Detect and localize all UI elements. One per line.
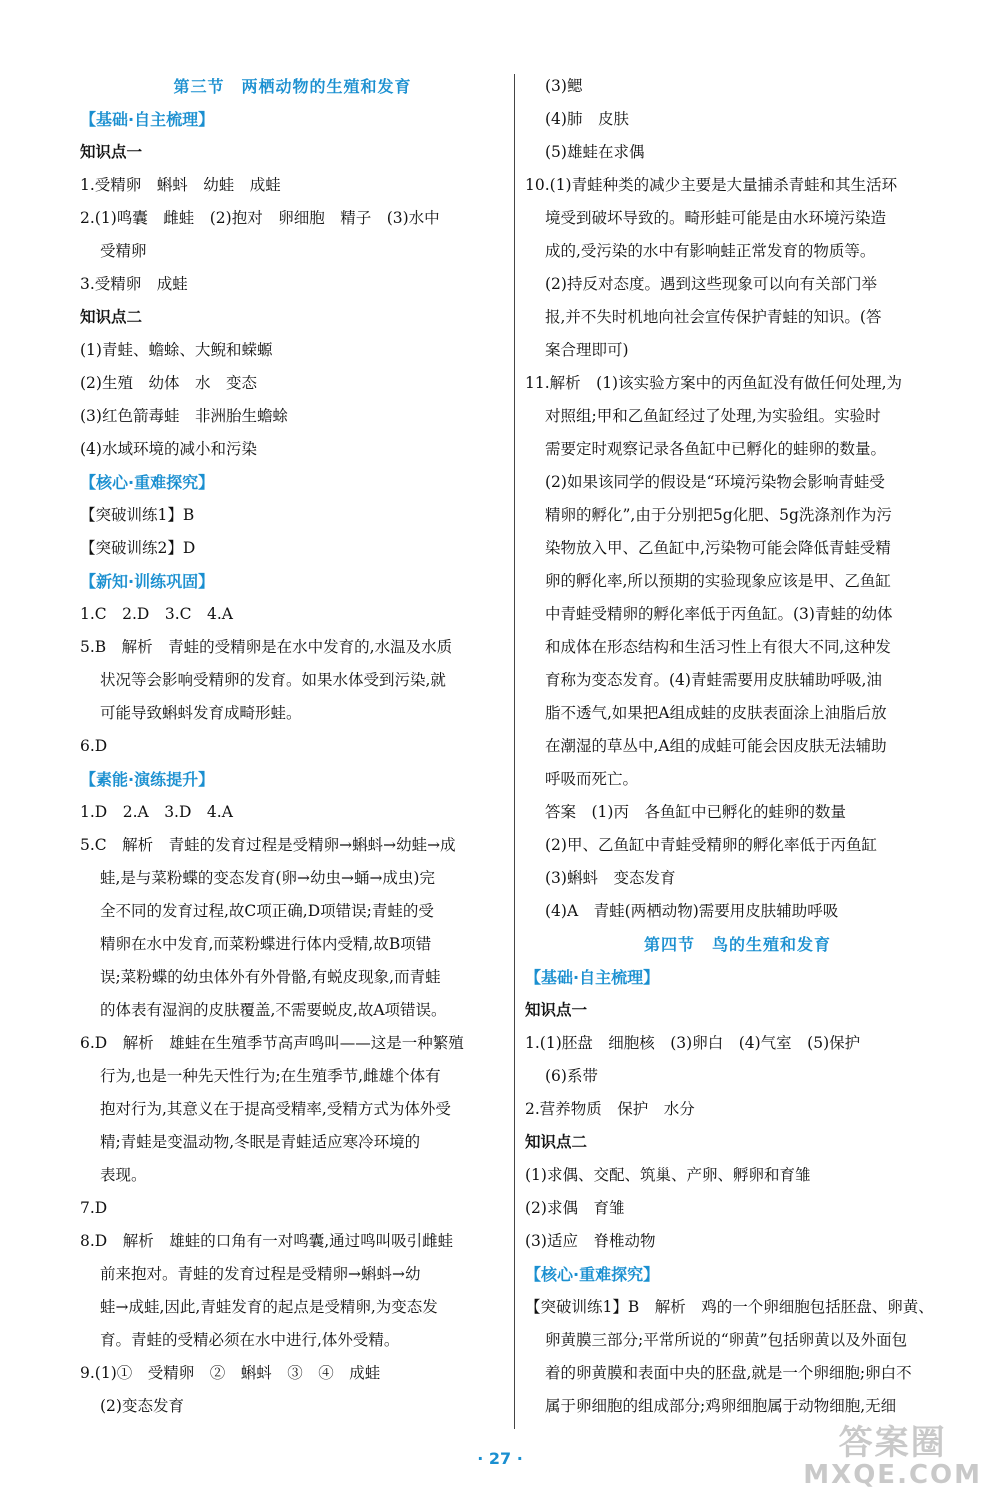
section-tag: 【核心·重难探究】 [80,473,215,492]
answer-line: 1.(1)胚盘 细胞核 (3)卵白 (4)气室 (5)保护 [525,1034,861,1052]
answer-line: (2)如果该同学的假设是“环境污染物会影响青蛙受 [545,473,885,491]
answer-line: (2)求偶 育雏 [525,1199,625,1217]
answer-line: 5.B 解析 青蛙的受精卵是在水中发育的,水温及水质 [80,638,453,656]
answer-line: 7.D [80,1199,108,1217]
answer-line: 受精卵 [100,242,147,260]
answer-line: (5)雄蛙在求偶 [545,143,645,161]
answer-line: 误;菜粉蝶的幼虫体外有外骨骼,有蜕皮现象,而青蛙 [100,968,441,986]
answer-line: 精卵的孵化”,由于分别把5g化肥、5g洗涤剂作为污 [545,506,892,524]
section-title: 第三节 两栖动物的生殖和发育 [173,77,412,96]
answer-line: 在潮湿的草丛中,A组的成蛙可能会因皮肤无法辅助 [545,737,887,755]
answer-line: 答案 (1)丙 各鱼缸中已孵化的蛙卵的数量 [545,803,846,821]
answer-line: 5.C 解析 青蛙的发育过程是受精卵→蝌蚪→幼蛙→成 [80,836,456,854]
answer-line: 6.D [80,737,108,755]
answer-line: 【突破训练1】B [80,506,195,524]
answer-line: 和成体在形态结构和生活习性上有很大不同,这种发 [545,638,891,656]
answer-line: (6)系带 [545,1067,598,1085]
answer-line: (3)鳃 [545,77,583,95]
answer-line: 的体表有湿润的皮肤覆盖,不需要蜕皮,故A项错误。 [100,1001,447,1019]
answer-line: 精卵在水中发育,而菜粉蝶进行体内受精,故B项错 [100,935,432,953]
answer-line: 3.受精卵 成蛙 [80,275,188,293]
answer-line: 11.解析 (1)该实验方案中的丙鱼缸没有做任何处理,为 [525,374,903,392]
section-tag: 【素能·演练提升】 [80,770,215,789]
answer-line: 1.受精卵 蝌蚪 幼蛙 成蛙 [80,176,281,194]
answer-line: 全不同的发育过程,故C项正确,D项错误;青蛙的受 [100,902,434,920]
answer-line: 状况等会影响受精卵的发育。如果水体受到污染,就 [100,671,446,689]
column-divider [514,74,515,1429]
answer-line: 卵黄膜三部分;平常所说的“卵黄”包括卵黄以及外面包 [545,1331,908,1349]
section-tag: 【基础·自主梳理】 [525,968,660,987]
section-title: 第四节 鸟的生殖和发育 [643,935,831,954]
answer-line: (2)变态发育 [100,1397,184,1415]
answer-line: 脂不透气,如果把A组成蛙的皮肤表面涂上油脂后放 [545,704,887,722]
answer-line: (4)水域环境的减小和污染 [80,440,257,458]
answer-line: 属于卵细胞的组成部分;鸡卵细胞属于动物细胞,无细 [545,1397,897,1415]
answer-line: 8.D 解析 雄蛙的口角有一对鸣囊,通过鸣叫吸引雌蛙 [80,1232,454,1250]
answer-line: (2)甲、乙鱼缸中青蛙受精卵的孵化率低于丙鱼缸 [545,836,877,854]
answer-line: 抱对行为,其意义在于提高受精率,受精方式为体外受 [100,1100,451,1118]
answer-line: 需要定时观察记录各鱼缸中已孵化的蛙卵的数量。 [545,440,887,458]
answer-line: (1)青蛙、蟾蜍、大鲵和蝾螈 [80,341,273,359]
answer-line: (3)适应 脊椎动物 [525,1232,656,1250]
knowledge-point-heading: 知识点一 [80,143,143,161]
left-column [80,70,505,1423]
watermark-text: 答案圈 [838,1423,947,1464]
answer-line: 育称为变态发育。(4)青蛙需要用皮肤辅助呼吸,油 [545,671,882,689]
section-tag: 【基础·自主梳理】 [80,110,215,129]
answer-line: (2)生殖 幼体 水 变态 [80,374,257,392]
right-column [525,70,950,1423]
answer-line: (4)肺 皮肤 [545,110,629,128]
answer-line: 10.(1)青蛙种类的减少主要是大量捕杀青蛙和其生活环 [525,176,898,194]
answer-line: 着的卵黄膜和表面中央的胚盘,就是一个卵细胞;卵白不 [545,1364,912,1382]
answer-line: 境受到破坏导致的。畸形蛙可能是由水环境污染造 [545,209,887,227]
answer-line: 呼吸而死亡。 [545,770,639,788]
answer-line: 成的,受污染的水中有影响蛙正常发育的物质等。 [545,242,876,260]
answer-line: 染物放入甲、乙鱼缸中,污染物可能会降低青蛙受精 [545,539,891,557]
answer-line: 1.C 2.D 3.C 4.A [80,605,233,623]
watermark-url: MXQE.COM [803,1459,982,1490]
answer-line: 蛙→成蛙,因此,青蛙发育的起点是受精卵,为变态发 [100,1298,438,1316]
section-tag: 【核心·重难探究】 [525,1265,660,1284]
answer-line: 蛙,是与菜粉蝶的变态发育(卵→幼虫→蛹→成虫)完 [100,869,435,887]
answer-line: 2.营养物质 保护 水分 [525,1100,695,1118]
answer-line: 前来抱对。青蛙的发育过程是受精卵→蝌蚪→幼 [100,1265,421,1283]
answer-line: 卵的孵化率,所以预期的实验现象应该是甲、乙鱼缸 [545,572,891,590]
page-number: · 27 · [477,1449,523,1468]
answer-line: 行为,也是一种先天性行为;在生殖季节,雌雄个体有 [100,1067,441,1085]
answer-line: 可能导致蝌蚪发育成畸形蛙。 [100,704,302,722]
knowledge-point-heading: 知识点二 [80,308,143,326]
answer-line: 育。青蛙的受精必须在水中进行,体外受精。 [100,1331,400,1349]
answer-line: 9.(1)① 受精卵 ② 蝌蚪 ③ ④ 成蛙 [80,1364,381,1382]
answer-line: 中青蛙受精卵的孵化率低于丙鱼缸。(3)青蛙的幼体 [545,605,893,623]
answer-line: 1.D 2.A 3.D 4.A [80,803,233,821]
answer-line: 6.D 解析 雄蛙在生殖季节高声鸣叫——这是一种繁殖 [80,1034,464,1052]
answer-line: (1)求偶、交配、筑巢、产卵、孵卵和育雏 [525,1166,811,1184]
watermark-logo [803,1423,982,1490]
knowledge-point-heading: 知识点一 [525,1001,588,1019]
answer-line: 案合理即可) [545,341,629,359]
knowledge-point-heading: 知识点二 [525,1133,588,1151]
section-tag: 【新知·训练巩固】 [80,572,215,591]
answer-line: 【突破训练1】B 解析 鸡的一个卵细胞包括胚盘、卵黄、 [525,1298,934,1316]
answer-line: (2)持反对态度。遇到这些现象可以向有关部门举 [545,275,877,293]
answer-line: 【突破训练2】D [80,539,196,557]
answer-line: 表现。 [100,1166,147,1184]
answer-line: 精;青蛙是变温动物,冬眠是青蛙适应寒冷环境的 [100,1133,421,1151]
answer-line: (3)蝌蚪 变态发育 [545,869,676,887]
answer-line: 对照组;甲和乙鱼缸经过了处理,为实验组。实验时 [545,407,881,425]
answer-line: (3)红色箭毒蛙 非洲胎生蟾蜍 [80,407,288,425]
answer-line: 2.(1)鸣囊 雌蛙 (2)抱对 卵细胞 精子 (3)水中 [80,209,440,227]
answer-line: (4)A 青蛙(两栖动物)需要用皮肤辅助呼吸 [545,902,839,920]
answer-line: 报,并不失时机地向社会宣传保护青蛙的知识。(答 [545,308,882,326]
